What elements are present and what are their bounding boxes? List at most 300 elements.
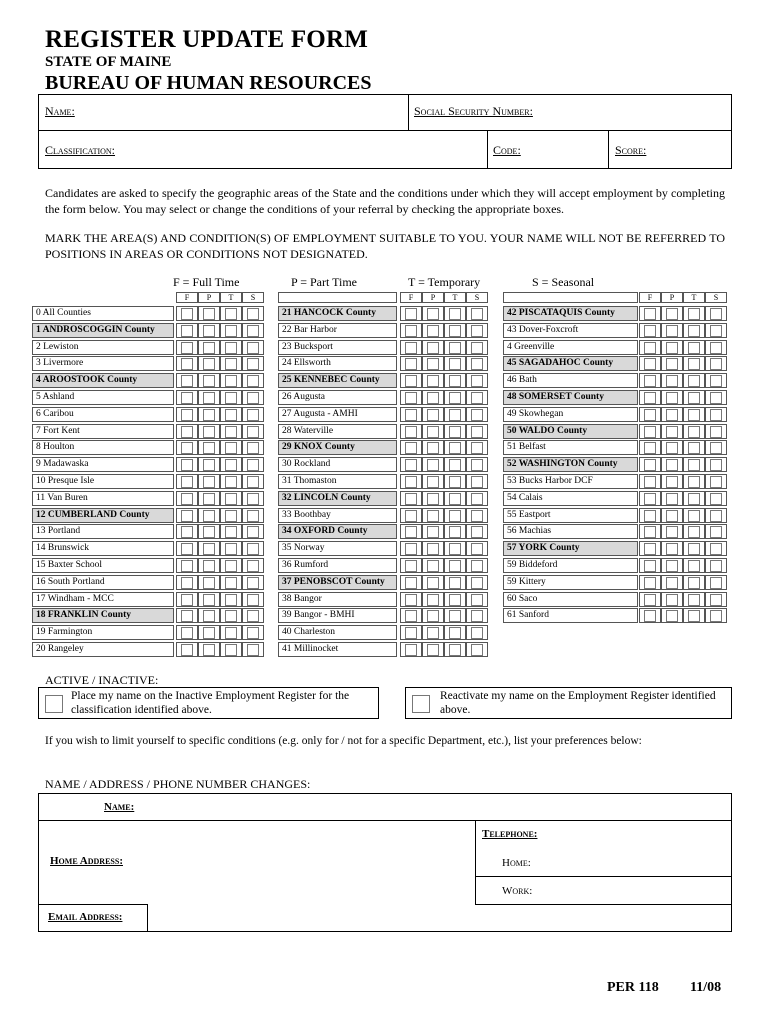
condition-checkbox[interactable] — [225, 526, 237, 538]
condition-checkbox[interactable] — [644, 493, 656, 505]
condition-checkbox[interactable] — [449, 560, 461, 572]
condition-checkbox[interactable] — [225, 325, 237, 337]
condition-checkbox[interactable] — [427, 476, 439, 488]
condition-checkbox[interactable] — [181, 409, 193, 421]
location-row: 26 Augusta — [278, 390, 397, 405]
condition-checkbox[interactable] — [688, 375, 700, 387]
condition-checkbox[interactable] — [247, 526, 259, 538]
condition-checkbox[interactable] — [710, 325, 722, 337]
condition-checkbox[interactable] — [203, 577, 215, 589]
condition-checkbox[interactable] — [181, 526, 193, 538]
condition-checkbox[interactable] — [710, 392, 722, 404]
location-row: 59 Kittery — [503, 575, 638, 590]
condition-checkbox[interactable] — [427, 577, 439, 589]
condition-checkbox[interactable] — [181, 459, 193, 471]
inactive-label: Place my name on the Inactive Employment Register for the classification identified above. — [71, 690, 350, 716]
condition-checkbox[interactable] — [688, 577, 700, 589]
condition-checkbox[interactable] — [471, 325, 483, 337]
condition-checkbox[interactable] — [666, 526, 678, 538]
condition-checkbox[interactable] — [247, 325, 259, 337]
condition-checkbox[interactable] — [405, 644, 417, 656]
condition-checkbox[interactable] — [644, 392, 656, 404]
condition-checkbox[interactable] — [181, 594, 193, 606]
condition-checkbox[interactable] — [710, 409, 722, 421]
code-score-divider — [608, 130, 609, 169]
condition-checkbox[interactable] — [644, 459, 656, 471]
condition-checkbox[interactable] — [405, 409, 417, 421]
location-row: 7 Fort Kent — [32, 424, 174, 439]
condition-checkbox[interactable] — [225, 459, 237, 471]
condition-checkbox[interactable] — [449, 459, 461, 471]
condition-checkbox[interactable] — [225, 543, 237, 555]
condition-checkbox[interactable] — [644, 358, 656, 370]
condition-checkbox[interactable] — [427, 358, 439, 370]
condition-checkbox[interactable] — [449, 358, 461, 370]
condition-checkbox[interactable] — [247, 577, 259, 589]
condition-checkbox[interactable] — [688, 409, 700, 421]
condition-checkbox[interactable] — [449, 375, 461, 387]
condition-checkbox[interactable] — [666, 560, 678, 572]
condition-checkbox[interactable] — [181, 342, 193, 354]
condition-checkbox[interactable] — [247, 543, 259, 555]
condition-checkbox[interactable] — [203, 594, 215, 606]
condition-checkbox[interactable] — [427, 375, 439, 387]
condition-checkbox[interactable] — [405, 610, 417, 622]
condition-checkbox[interactable] — [181, 392, 193, 404]
condition-checkbox[interactable] — [247, 358, 259, 370]
condition-checkbox[interactable] — [710, 526, 722, 538]
condition-checkbox[interactable] — [644, 426, 656, 438]
name-field[interactable]: Name: — [45, 104, 75, 118]
condition-checkbox[interactable] — [247, 342, 259, 354]
condition-checkbox[interactable] — [644, 375, 656, 387]
condition-checkbox[interactable] — [181, 627, 193, 639]
condition-checkbox[interactable] — [666, 543, 678, 555]
condition-header: F — [639, 292, 661, 303]
condition-checkbox[interactable] — [471, 308, 483, 320]
condition-checkbox[interactable] — [471, 543, 483, 555]
condition-checkbox[interactable] — [688, 560, 700, 572]
condition-checkbox[interactable] — [427, 392, 439, 404]
location-row: 8 Houlton — [32, 440, 174, 455]
location-row: 21 HANCOCK County — [278, 306, 397, 321]
condition-checkbox[interactable] — [203, 342, 215, 354]
condition-checkbox[interactable] — [225, 627, 237, 639]
condition-checkbox[interactable] — [666, 325, 678, 337]
condition-checkbox[interactable] — [666, 493, 678, 505]
condition-checkbox[interactable] — [666, 610, 678, 622]
location-row: 37 PENOBSCOT County — [278, 575, 397, 590]
condition-checkbox[interactable] — [427, 644, 439, 656]
condition-checkbox[interactable] — [427, 560, 439, 572]
email-label-divider — [147, 904, 148, 932]
condition-checkbox[interactable] — [405, 526, 417, 538]
condition-checkbox[interactable] — [710, 510, 722, 522]
active-heading: ACTIVE / INACTIVE: — [45, 673, 159, 687]
condition-checkbox[interactable] — [427, 627, 439, 639]
condition-checkbox[interactable] — [471, 526, 483, 538]
condition-checkbox[interactable] — [471, 476, 483, 488]
condition-checkbox[interactable] — [471, 510, 483, 522]
condition-checkbox[interactable] — [247, 392, 259, 404]
location-row: 35 Norway — [278, 541, 397, 556]
condition-checkbox[interactable] — [688, 392, 700, 404]
condition-checkbox[interactable] — [710, 577, 722, 589]
condition-checkbox[interactable] — [225, 375, 237, 387]
condition-checkbox[interactable] — [203, 459, 215, 471]
condition-checkbox[interactable] — [427, 510, 439, 522]
mark-instructions: MARK THE AREA(S) AND CONDITION(S) OF EMPLOYMENT SUITABLE TO YOU. YOUR NAME WILL NOT BE REFERRED TO POSITIONS IN AREAS OR CONDITIONS NOT DESIGNATED. — [45, 231, 725, 261]
condition-checkbox[interactable] — [181, 560, 193, 572]
condition-checkbox[interactable] — [181, 308, 193, 320]
condition-checkbox[interactable] — [427, 493, 439, 505]
condition-checkbox[interactable] — [405, 325, 417, 337]
condition-checkbox[interactable] — [644, 543, 656, 555]
condition-checkbox[interactable] — [471, 459, 483, 471]
location-row: 60 Saco — [503, 592, 638, 607]
condition-checkbox[interactable] — [688, 476, 700, 488]
column-header-spacer — [503, 292, 638, 303]
class-code-divider — [487, 130, 488, 169]
condition-checkbox[interactable] — [666, 594, 678, 606]
condition-checkbox[interactable] — [449, 594, 461, 606]
condition-checkbox[interactable] — [710, 543, 722, 555]
condition-checkbox[interactable] — [449, 426, 461, 438]
condition-checkbox[interactable] — [471, 594, 483, 606]
condition-checkbox[interactable] — [405, 426, 417, 438]
condition-checkbox[interactable] — [710, 375, 722, 387]
condition-header: P — [661, 292, 683, 303]
condition-checkbox[interactable] — [644, 594, 656, 606]
change-name-field[interactable]: Name: — [104, 801, 135, 813]
condition-checkbox[interactable] — [181, 644, 193, 656]
condition-checkbox[interactable] — [666, 375, 678, 387]
condition-checkbox[interactable] — [644, 476, 656, 488]
condition-checkbox[interactable] — [203, 325, 215, 337]
condition-checkbox[interactable] — [688, 358, 700, 370]
inactive-option[interactable] — [38, 687, 379, 719]
location-row: 55 Eastport — [503, 508, 638, 523]
condition-checkbox[interactable] — [203, 526, 215, 538]
condition-checkbox[interactable] — [666, 358, 678, 370]
condition-checkbox[interactable] — [427, 543, 439, 555]
condition-checkbox[interactable] — [247, 594, 259, 606]
condition-checkbox[interactable] — [688, 459, 700, 471]
condition-checkbox[interactable] — [710, 442, 722, 454]
condition-checkbox[interactable] — [181, 358, 193, 370]
condition-checkbox[interactable] — [203, 644, 215, 656]
condition-checkbox[interactable] — [405, 459, 417, 471]
condition-checkbox[interactable] — [405, 358, 417, 370]
condition-checkbox[interactable] — [405, 543, 417, 555]
code-field[interactable]: Code: — [493, 143, 521, 157]
location-row: 41 Millinocket — [278, 642, 397, 657]
condition-checkbox[interactable] — [405, 308, 417, 320]
condition-checkbox[interactable] — [710, 594, 722, 606]
condition-checkbox[interactable] — [405, 493, 417, 505]
condition-checkbox[interactable] — [666, 476, 678, 488]
condition-checkbox[interactable] — [471, 644, 483, 656]
condition-checkbox[interactable] — [427, 526, 439, 538]
address-phone-divider — [475, 820, 476, 905]
condition-checkbox[interactable] — [471, 358, 483, 370]
condition-checkbox[interactable] — [247, 459, 259, 471]
condition-checkbox[interactable] — [688, 610, 700, 622]
condition-checkbox[interactable] — [449, 325, 461, 337]
condition-checkbox[interactable] — [471, 342, 483, 354]
condition-checkbox[interactable] — [688, 342, 700, 354]
instructions-paragraph: Candidates are asked to specify the geographic areas of the State and the conditions under which they will accept employment by completing the form below. You may select or change the conditions of your referral by checking the appropriate boxes. — [45, 186, 725, 216]
bureau-label: BUREAU OF HUMAN RESOURCES — [45, 72, 372, 94]
condition-checkbox[interactable] — [688, 426, 700, 438]
condition-checkbox[interactable] — [203, 493, 215, 505]
condition-checkbox[interactable] — [405, 342, 417, 354]
condition-checkbox[interactable] — [471, 627, 483, 639]
location-row: 9 Madawaska — [32, 457, 174, 472]
condition-checkbox[interactable] — [247, 375, 259, 387]
condition-checkbox[interactable] — [449, 627, 461, 639]
condition-checkbox[interactable] — [203, 426, 215, 438]
condition-checkbox[interactable] — [225, 493, 237, 505]
location-row: 48 SOMERSET County — [503, 390, 638, 405]
condition-checkbox[interactable] — [225, 442, 237, 454]
condition-checkbox[interactable] — [688, 493, 700, 505]
condition-checkbox[interactable] — [710, 610, 722, 622]
condition-checkbox[interactable] — [225, 610, 237, 622]
location-row: 19 Farmington — [32, 625, 174, 640]
condition-checkbox[interactable] — [247, 476, 259, 488]
location-row: 33 Boothbay — [278, 508, 397, 523]
condition-checkbox[interactable] — [666, 510, 678, 522]
location-row: 13 Portland — [32, 524, 174, 539]
condition-checkbox[interactable] — [710, 476, 722, 488]
condition-checkbox[interactable] — [710, 308, 722, 320]
location-row: 10 Presque Isle — [32, 474, 174, 489]
condition-checkbox[interactable] — [203, 476, 215, 488]
condition-checkbox[interactable] — [471, 375, 483, 387]
condition-checkbox[interactable] — [471, 409, 483, 421]
condition-checkbox[interactable] — [181, 375, 193, 387]
condition-checkbox[interactable] — [247, 409, 259, 421]
condition-checkbox[interactable] — [247, 426, 259, 438]
score-field[interactable]: Score: — [615, 143, 647, 157]
condition-checkbox[interactable] — [427, 459, 439, 471]
condition-checkbox[interactable] — [203, 358, 215, 370]
email-divider — [38, 904, 148, 905]
classification-field[interactable]: Classification: — [45, 143, 116, 157]
condition-checkbox[interactable] — [247, 510, 259, 522]
condition-checkbox[interactable] — [666, 577, 678, 589]
condition-checkbox[interactable] — [471, 560, 483, 572]
condition-checkbox[interactable] — [688, 526, 700, 538]
condition-checkbox[interactable] — [203, 375, 215, 387]
condition-checkbox[interactable] — [225, 476, 237, 488]
condition-checkbox[interactable] — [225, 409, 237, 421]
condition-checkbox[interactable] — [449, 510, 461, 522]
condition-checkbox[interactable] — [644, 409, 656, 421]
condition-checkbox[interactable] — [203, 627, 215, 639]
condition-checkbox[interactable] — [247, 493, 259, 505]
condition-checkbox[interactable] — [427, 442, 439, 454]
condition-checkbox[interactable] — [710, 426, 722, 438]
condition-header: T — [683, 292, 705, 303]
condition-checkbox[interactable] — [688, 543, 700, 555]
location-row: 40 Charleston — [278, 625, 397, 640]
condition-checkbox[interactable] — [405, 627, 417, 639]
condition-checkbox[interactable] — [225, 426, 237, 438]
condition-checkbox[interactable] — [471, 577, 483, 589]
condition-checkbox[interactable] — [644, 510, 656, 522]
condition-checkbox[interactable] — [405, 392, 417, 404]
condition-checkbox[interactable] — [710, 459, 722, 471]
condition-checkbox[interactable] — [427, 610, 439, 622]
condition-checkbox[interactable] — [203, 409, 215, 421]
condition-checkbox[interactable] — [449, 577, 461, 589]
condition-checkbox[interactable] — [181, 426, 193, 438]
condition-checkbox[interactable] — [471, 442, 483, 454]
condition-checkbox[interactable] — [449, 493, 461, 505]
condition-checkbox[interactable] — [666, 426, 678, 438]
home-address-field[interactable]: Home Address: — [50, 855, 123, 867]
condition-checkbox[interactable] — [405, 476, 417, 488]
ssn-field[interactable]: Social Security Number: — [414, 104, 533, 118]
condition-checkbox[interactable] — [449, 526, 461, 538]
condition-checkbox[interactable] — [644, 560, 656, 572]
location-row: 17 Windham - MCC — [32, 592, 174, 607]
condition-checkbox[interactable] — [427, 325, 439, 337]
condition-checkbox[interactable] — [203, 442, 215, 454]
condition-checkbox[interactable] — [225, 510, 237, 522]
condition-checkbox[interactable] — [710, 560, 722, 572]
condition-checkbox[interactable] — [225, 308, 237, 320]
condition-checkbox[interactable] — [449, 442, 461, 454]
condition-header: F — [176, 292, 198, 303]
reactivate-option[interactable] — [405, 687, 732, 719]
legend-temporary: T = Temporary — [408, 275, 481, 289]
condition-checkbox[interactable] — [710, 493, 722, 505]
location-row: 59 Biddeford — [503, 558, 638, 573]
condition-header: S — [705, 292, 727, 303]
condition-checkbox[interactable] — [666, 342, 678, 354]
condition-checkbox[interactable] — [181, 510, 193, 522]
email-address-field[interactable]: Email Address: — [48, 911, 123, 923]
condition-checkbox[interactable] — [688, 510, 700, 522]
condition-checkbox[interactable] — [449, 342, 461, 354]
condition-checkbox[interactable] — [688, 325, 700, 337]
condition-checkbox[interactable] — [181, 577, 193, 589]
location-row: 46 Bath — [503, 373, 638, 388]
condition-checkbox[interactable] — [225, 560, 237, 572]
condition-checkbox[interactable] — [449, 610, 461, 622]
condition-checkbox[interactable] — [427, 426, 439, 438]
condition-checkbox[interactable] — [644, 342, 656, 354]
condition-checkbox[interactable] — [181, 493, 193, 505]
state-label: STATE OF MAINE — [45, 54, 172, 70]
condition-checkbox[interactable] — [203, 560, 215, 572]
condition-checkbox[interactable] — [181, 610, 193, 622]
condition-checkbox[interactable] — [449, 308, 461, 320]
condition-checkbox[interactable] — [405, 375, 417, 387]
condition-checkbox[interactable] — [666, 392, 678, 404]
condition-checkbox[interactable] — [688, 308, 700, 320]
condition-checkbox[interactable] — [666, 409, 678, 421]
condition-checkbox[interactable] — [405, 577, 417, 589]
condition-checkbox[interactable] — [644, 610, 656, 622]
condition-checkbox[interactable] — [405, 442, 417, 454]
condition-checkbox[interactable] — [644, 308, 656, 320]
home-phone-field[interactable]: Home: — [502, 857, 531, 869]
condition-checkbox[interactable] — [247, 610, 259, 622]
condition-checkbox[interactable] — [644, 325, 656, 337]
condition-checkbox[interactable] — [666, 442, 678, 454]
condition-checkbox[interactable] — [710, 358, 722, 370]
condition-checkbox[interactable] — [181, 325, 193, 337]
condition-checkbox[interactable] — [427, 594, 439, 606]
condition-checkbox[interactable] — [688, 442, 700, 454]
condition-checkbox[interactable] — [405, 594, 417, 606]
condition-checkbox[interactable] — [247, 627, 259, 639]
condition-checkbox[interactable] — [471, 392, 483, 404]
inactive-checkbox[interactable] — [45, 695, 63, 713]
location-row: 5 Ashland — [32, 390, 174, 405]
condition-checkbox[interactable] — [225, 358, 237, 370]
condition-checkbox[interactable] — [247, 442, 259, 454]
phone-bottom — [475, 904, 732, 905]
condition-checkbox[interactable] — [203, 308, 215, 320]
condition-checkbox[interactable] — [405, 510, 417, 522]
location-row: 23 Bucksport — [278, 340, 397, 355]
condition-checkbox[interactable] — [203, 543, 215, 555]
condition-checkbox[interactable] — [644, 442, 656, 454]
condition-checkbox[interactable] — [181, 442, 193, 454]
condition-checkbox[interactable] — [449, 476, 461, 488]
condition-checkbox[interactable] — [225, 342, 237, 354]
condition-checkbox[interactable] — [427, 342, 439, 354]
condition-checkbox[interactable] — [449, 644, 461, 656]
condition-checkbox[interactable] — [225, 577, 237, 589]
condition-checkbox[interactable] — [710, 342, 722, 354]
condition-checkbox[interactable] — [181, 543, 193, 555]
condition-checkbox[interactable] — [449, 543, 461, 555]
condition-checkbox[interactable] — [203, 610, 215, 622]
condition-checkbox[interactable] — [247, 644, 259, 656]
condition-checkbox[interactable] — [203, 392, 215, 404]
reactivate-checkbox[interactable] — [412, 695, 430, 713]
condition-checkbox[interactable] — [225, 594, 237, 606]
condition-checkbox[interactable] — [688, 594, 700, 606]
condition-checkbox[interactable] — [225, 644, 237, 656]
condition-checkbox[interactable] — [644, 526, 656, 538]
legend-full-time: F = Full Time — [173, 275, 240, 289]
work-phone-field[interactable]: Work: — [502, 885, 533, 897]
condition-checkbox[interactable] — [471, 426, 483, 438]
condition-checkbox[interactable] — [644, 577, 656, 589]
condition-checkbox[interactable] — [225, 392, 237, 404]
condition-checkbox[interactable] — [427, 308, 439, 320]
condition-checkbox[interactable] — [247, 308, 259, 320]
condition-checkbox[interactable] — [666, 308, 678, 320]
condition-checkbox[interactable] — [666, 459, 678, 471]
condition-checkbox[interactable] — [203, 510, 215, 522]
condition-checkbox[interactable] — [471, 493, 483, 505]
condition-checkbox[interactable] — [405, 560, 417, 572]
condition-checkbox[interactable] — [247, 560, 259, 572]
condition-checkbox[interactable] — [449, 409, 461, 421]
condition-checkbox[interactable] — [181, 476, 193, 488]
condition-checkbox[interactable] — [427, 409, 439, 421]
condition-checkbox[interactable] — [471, 610, 483, 622]
condition-checkbox[interactable] — [449, 392, 461, 404]
